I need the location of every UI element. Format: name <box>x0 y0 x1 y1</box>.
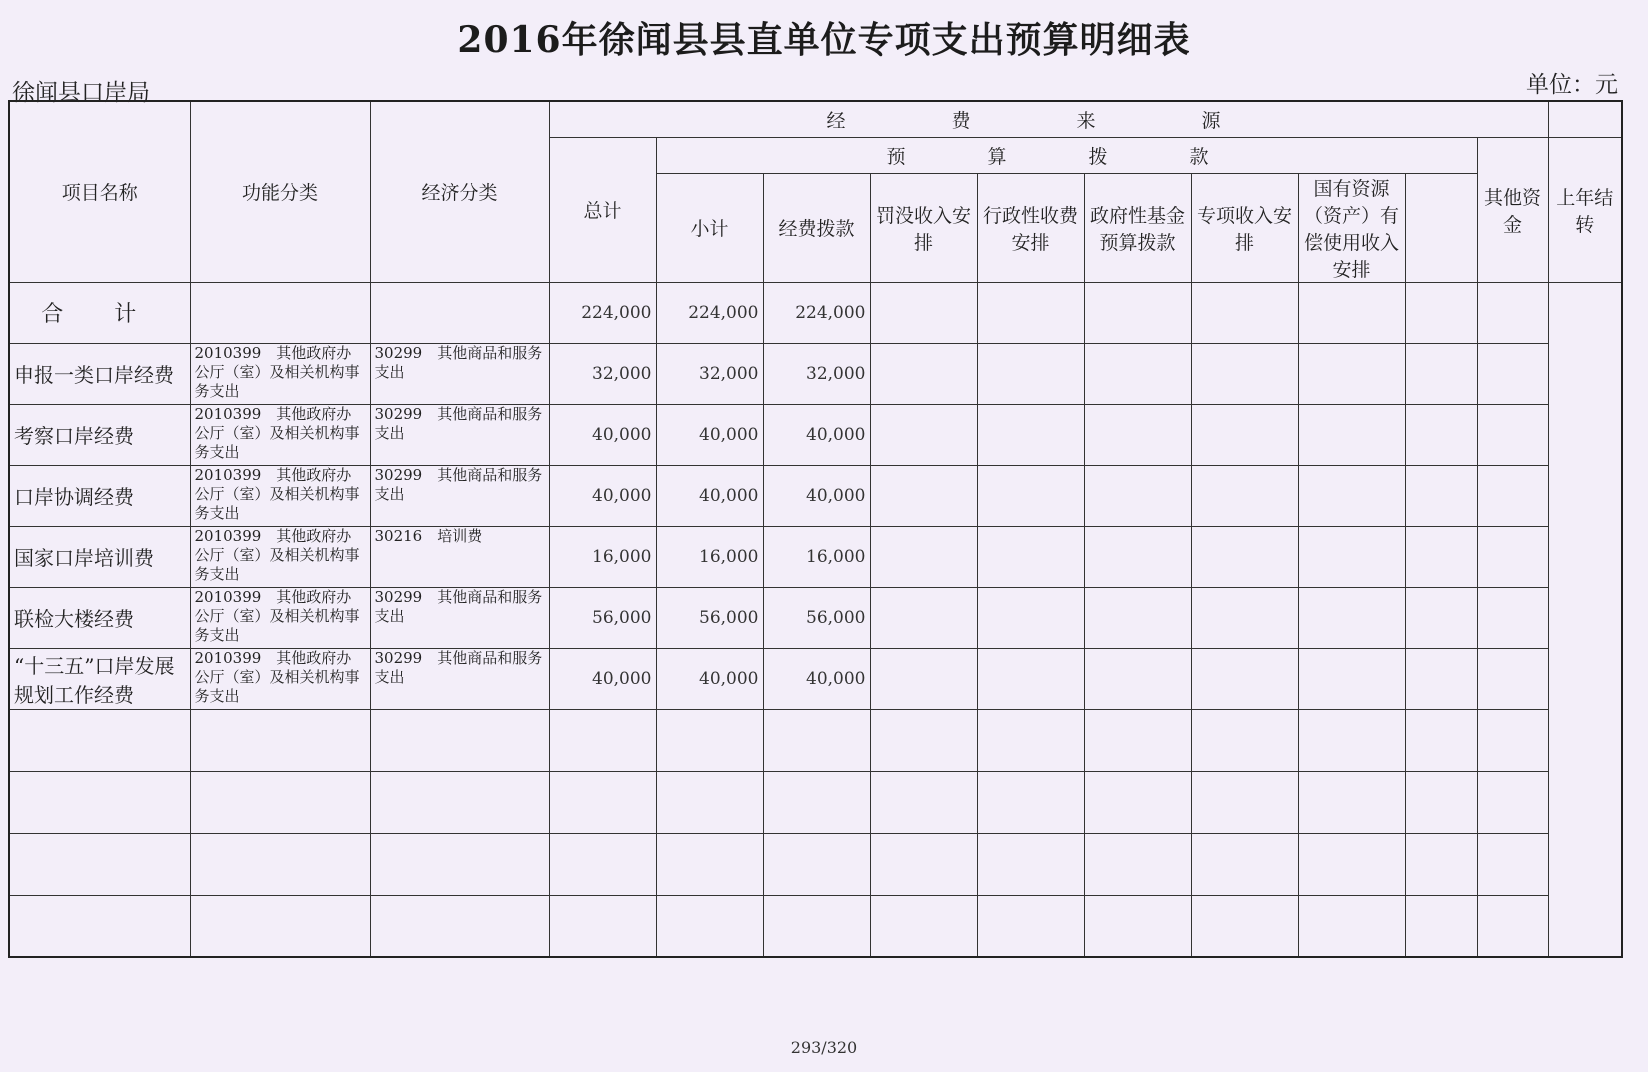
empty-cell <box>977 465 1084 526</box>
empty-cell <box>1298 404 1405 465</box>
empty-cell <box>870 404 977 465</box>
empty-cell <box>977 404 1084 465</box>
header-admin-fees: 行政性收费安排 <box>977 173 1084 282</box>
empty-cell <box>1477 526 1548 587</box>
row-subtotal: 56,000 <box>656 587 763 648</box>
empty-cell <box>1477 587 1548 648</box>
empty-cell <box>1084 526 1191 587</box>
table-row <box>9 465 1622 526</box>
empty-cell <box>1405 648 1477 709</box>
empty-cell <box>1298 526 1405 587</box>
row-project-name: 口岸协调经费 <box>9 465 190 526</box>
row-function-class: 2010399 其他政府办公厅（室）及相关机构事务支出 <box>190 648 370 709</box>
header-last-year-carryover: 上年结转 <box>1548 137 1622 282</box>
table-row <box>9 404 1622 465</box>
row-total: 40,000 <box>549 648 656 709</box>
row-appropriation: 40,000 <box>763 648 870 709</box>
row-total: 56,000 <box>549 587 656 648</box>
header-appropriation: 经费拨款 <box>763 173 870 282</box>
empty-cell <box>1477 404 1548 465</box>
empty-cell <box>977 587 1084 648</box>
empty-cell <box>1405 282 1477 343</box>
row-function-class: 2010399 其他政府办公厅（室）及相关机构事务支出 <box>190 343 370 404</box>
total-total: 224,000 <box>549 282 656 343</box>
empty-row <box>9 771 1622 833</box>
empty-cell <box>1298 343 1405 404</box>
empty-cell <box>1084 465 1191 526</box>
empty-cell <box>1084 343 1191 404</box>
empty-cell <box>870 282 977 343</box>
row-economic-class: 30299 其他商品和服务支出 <box>370 343 549 404</box>
row-function-class: 2010399 其他政府办公厅（室）及相关机构事务支出 <box>190 404 370 465</box>
header-special-income: 专项收入安排 <box>1191 173 1298 282</box>
header-project-name: 项目名称 <box>9 101 190 282</box>
empty-cell <box>1405 587 1477 648</box>
row-project-name: 国家口岸培训费 <box>9 526 190 587</box>
header-function-class: 功能分类 <box>190 101 370 282</box>
row-function-class: 2010399 其他政府办公厅（室）及相关机构事务支出 <box>190 587 370 648</box>
total-label: 合 计 <box>9 282 190 343</box>
empty-cell <box>1298 465 1405 526</box>
row-appropriation: 16,000 <box>763 526 870 587</box>
total-subtotal: 224,000 <box>656 282 763 343</box>
empty-cell <box>1084 587 1191 648</box>
header-fines: 罚没收入安排 <box>870 173 977 282</box>
row-subtotal: 16,000 <box>656 526 763 587</box>
empty-cell <box>1084 648 1191 709</box>
empty-cell <box>1405 343 1477 404</box>
row-project-name: 联检大楼经费 <box>9 587 190 648</box>
total-row <box>9 282 1622 343</box>
empty-cell <box>1477 465 1548 526</box>
department-name: 徐闻县口岸局 <box>12 80 150 106</box>
row-appropriation: 40,000 <box>763 404 870 465</box>
empty-cell <box>977 648 1084 709</box>
header-economic-class: 经济分类 <box>370 101 549 282</box>
empty-cell <box>1477 282 1548 343</box>
header-other-funds: 其他资金 <box>1477 137 1548 282</box>
empty-cell <box>1084 404 1191 465</box>
table-row <box>9 587 1622 648</box>
row-total: 40,000 <box>549 465 656 526</box>
row-project-name: “十三五”口岸发展规划工作经费 <box>9 648 190 709</box>
row-total: 32,000 <box>549 343 656 404</box>
empty-cell <box>1405 465 1477 526</box>
empty-cell <box>1191 526 1298 587</box>
empty-cell <box>870 465 977 526</box>
empty-cell <box>1191 648 1298 709</box>
empty-cell <box>1191 282 1298 343</box>
empty-cell <box>870 587 977 648</box>
empty-cell <box>1191 404 1298 465</box>
table-row <box>9 648 1622 709</box>
budget-table <box>8 100 1623 958</box>
empty-cell <box>1405 404 1477 465</box>
table-row <box>9 343 1622 404</box>
empty-cell <box>190 282 370 343</box>
row-subtotal: 40,000 <box>656 465 763 526</box>
empty-cell <box>1405 526 1477 587</box>
header-subtotal: 小计 <box>656 173 763 282</box>
row-function-class: 2010399 其他政府办公厅（室）及相关机构事务支出 <box>190 526 370 587</box>
empty-cell <box>977 526 1084 587</box>
empty-cell <box>1191 587 1298 648</box>
row-function-class: 2010399 其他政府办公厅（室）及相关机构事务支出 <box>190 465 370 526</box>
empty-cell <box>977 343 1084 404</box>
header-total: 总计 <box>549 137 656 282</box>
row-project-name: 考察口岸经费 <box>9 404 190 465</box>
table-row <box>9 526 1622 587</box>
row-total: 40,000 <box>549 404 656 465</box>
empty-cell <box>1477 648 1548 709</box>
empty-cell <box>1298 587 1405 648</box>
unit-label: 单位：元 <box>1526 72 1618 98</box>
row-total: 16,000 <box>549 526 656 587</box>
header-state-assets: 国有资源（资产）有偿使用收入安排 <box>1298 173 1405 282</box>
row-economic-class: 30299 其他商品和服务支出 <box>370 404 549 465</box>
empty-row <box>9 833 1622 895</box>
header-budget-allocation: 预 算 拨 款 <box>656 137 1477 173</box>
page-title: 2016年徐闻县县直单位专项支出预算明细表 <box>457 19 1191 61</box>
row-subtotal: 40,000 <box>656 404 763 465</box>
empty-cell <box>370 282 549 343</box>
row-economic-class: 30299 其他商品和服务支出 <box>370 587 549 648</box>
empty-cell <box>870 343 977 404</box>
row-project-name: 申报一类口岸经费 <box>9 343 190 404</box>
row-economic-class: 30216 培训费 <box>370 526 549 587</box>
row-appropriation: 32,000 <box>763 343 870 404</box>
empty-cell <box>870 648 977 709</box>
row-appropriation: 56,000 <box>763 587 870 648</box>
page-number: 293/320 <box>790 1038 858 1057</box>
empty-cell <box>1084 282 1191 343</box>
empty-cell <box>1191 465 1298 526</box>
empty-cell <box>1298 648 1405 709</box>
empty-row <box>9 895 1622 957</box>
header-funding-source: 经 费 来 源 <box>549 101 1548 137</box>
row-subtotal: 40,000 <box>656 648 763 709</box>
row-economic-class: 30299 其他商品和服务支出 <box>370 648 549 709</box>
empty-cell <box>1477 343 1548 404</box>
row-economic-class: 30299 其他商品和服务支出 <box>370 465 549 526</box>
row-appropriation: 40,000 <box>763 465 870 526</box>
empty-cell <box>1191 343 1298 404</box>
total-appropriation: 224,000 <box>763 282 870 343</box>
header-gov-fund: 政府性基金预算拨款 <box>1084 173 1191 282</box>
empty-cell <box>1298 282 1405 343</box>
empty-cell <box>977 282 1084 343</box>
empty-row <box>9 709 1622 771</box>
row-subtotal: 32,000 <box>656 343 763 404</box>
empty-cell <box>870 526 977 587</box>
